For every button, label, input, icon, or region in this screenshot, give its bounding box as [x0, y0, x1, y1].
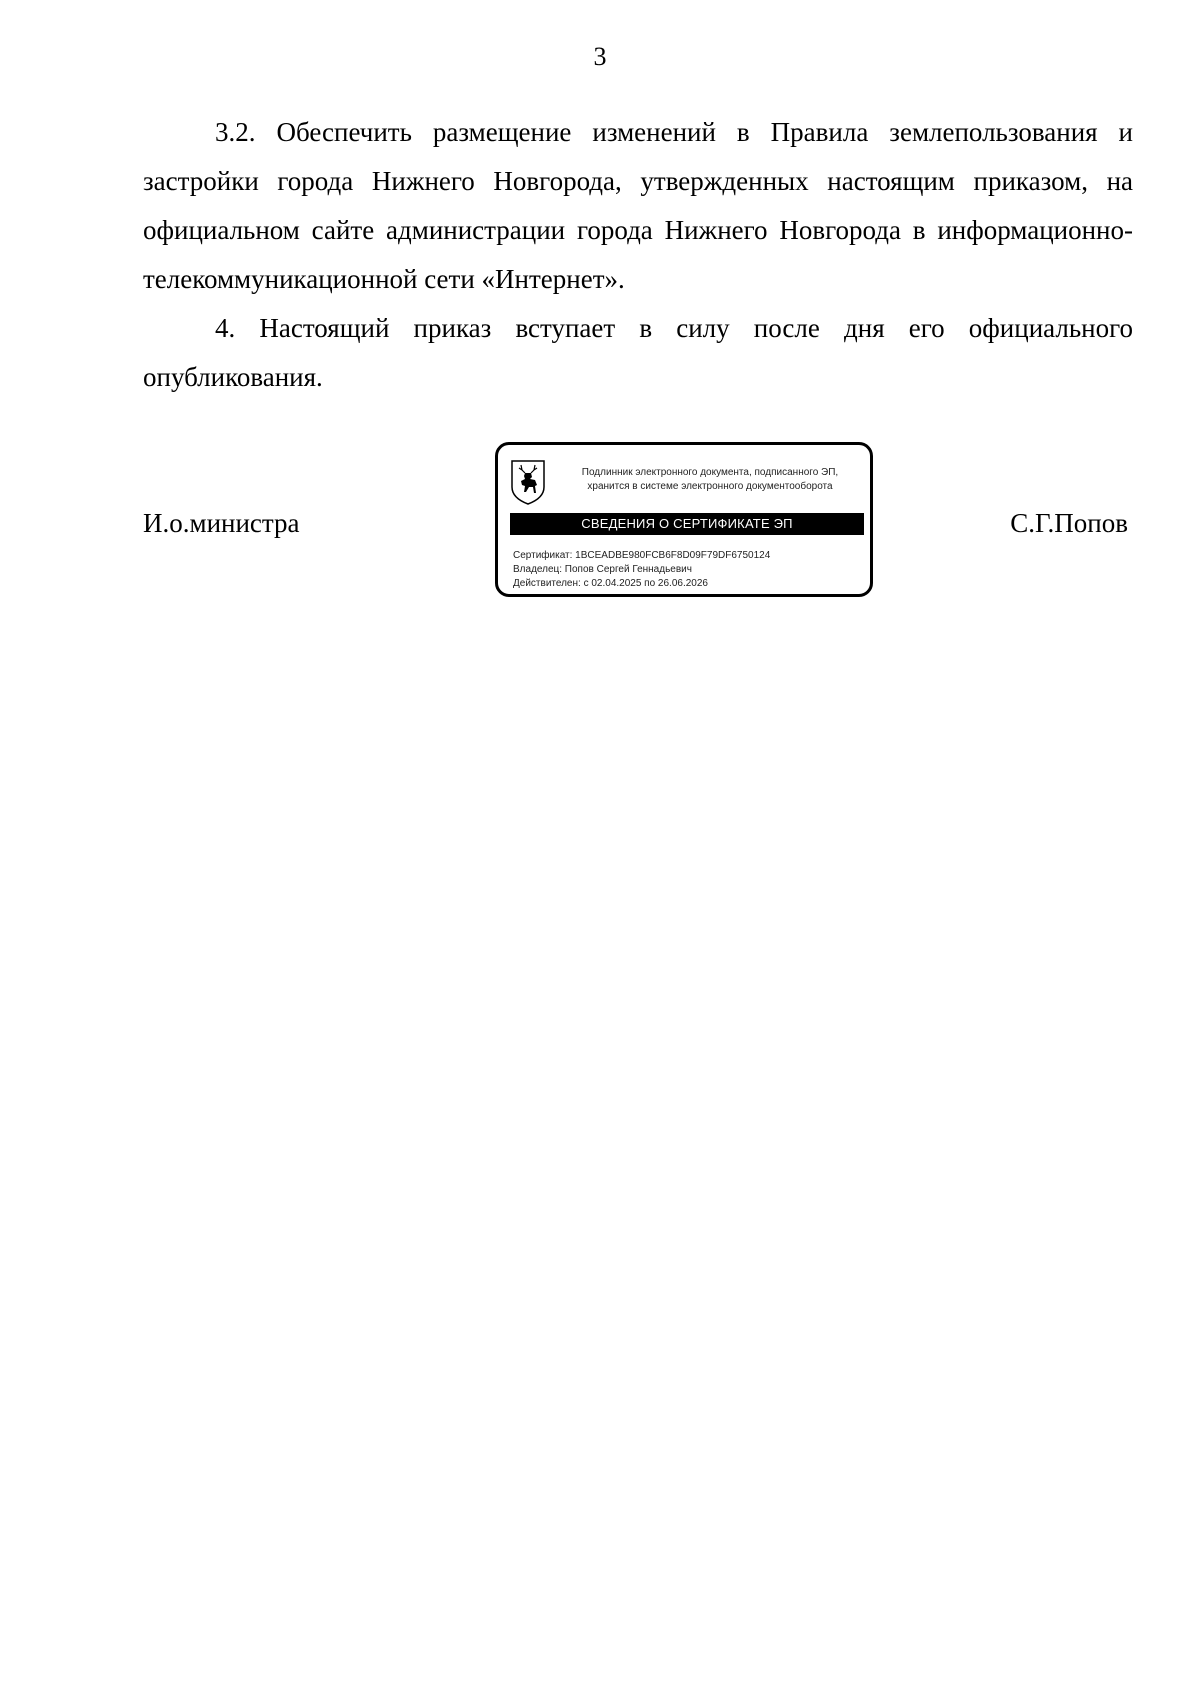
stamp-notice-line-1: Подлинник электронного документа, подписанного ЭП,: [581, 467, 839, 478]
document-body: [143, 108, 1133, 402]
stamp-notice: [556, 466, 864, 494]
certificate-validity: Действителен: с 02.04.2025 по 26.06.2026: [513, 578, 708, 589]
certificate-number: Сертификат: 1BCEADBE980FCB6F8D09F79DF6750124: [513, 550, 771, 561]
page-number: 3: [593, 42, 607, 71]
certificate-owner: Владелец: Попов Сергей Геннадьевич: [513, 564, 692, 575]
paragraph-4: 4. Настоящий приказ вступает в силу после дня его официального опубликования.: [143, 313, 1133, 392]
stamp-notice-line-2: хранится в системе электронного документооборота: [587, 481, 833, 492]
signatory-position: И.о.министра: [143, 508, 300, 538]
coat-of-arms-icon: [510, 459, 546, 505]
stamp-details: [513, 549, 863, 591]
electronic-signature-stamp: [495, 442, 873, 597]
paragraph-3-2: 3.2. Обеспечить размещение изменений в Правила землепользования и застройки города Нижнего Новгорода, утвержденных настоящим приказом, на официальном сайте администрации города Нижнего Новгорода в информационно-телекоммуникационной сети «Интернет».: [143, 117, 1133, 294]
signatory-name: С.Г.Попов: [1010, 508, 1128, 538]
stamp-header-bar: СВЕДЕНИЯ О СЕРТИФИКАТЕ ЭП: [510, 513, 864, 535]
